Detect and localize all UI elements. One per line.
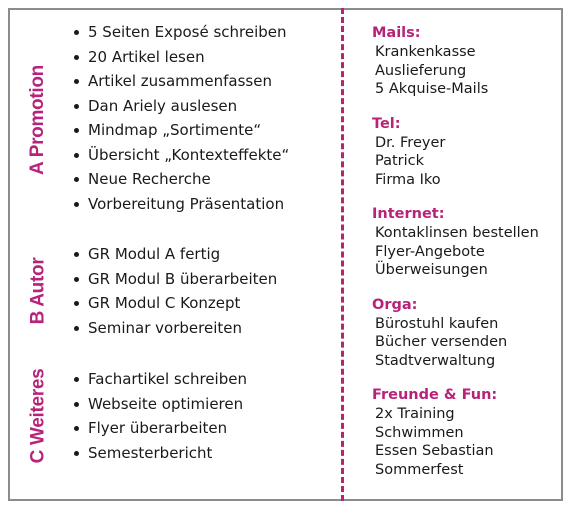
list-item: Übersicht „Kontexteffekte“ (74, 143, 289, 168)
group-title: Orga: (372, 296, 418, 313)
list-item: Mindmap „Sortimente“ (74, 118, 289, 143)
list-item: Bücher versenden (375, 334, 508, 350)
list-item: Essen Sebastian (375, 443, 494, 459)
group-freunde-fun (372, 386, 558, 479)
list-item: Sommerfest (375, 461, 464, 478)
list-item: Schwimmen (375, 424, 464, 441)
list-item: Patrick (375, 153, 425, 169)
list-item: Dan Ariely auslesen (74, 94, 289, 119)
list-item: Vorbereitung Präsentation (74, 192, 289, 217)
list-item: Firma Iko (375, 171, 441, 188)
list-item: Artikel zusammenfassen (74, 69, 289, 94)
list-item: 20 Artikel lesen (74, 45, 289, 70)
group-title: Mails: (372, 25, 421, 41)
task-list-weiteres (74, 367, 247, 465)
list-item: Krankenkasse (375, 44, 476, 60)
list-item: Auslieferung (375, 62, 467, 79)
list-item: Semesterbericht (74, 441, 247, 466)
task-list-promotion (74, 20, 289, 216)
category-label-weiteres: C Weiteres (27, 368, 49, 464)
group-title: Tel: (372, 115, 401, 132)
list-item: 5 Seiten Exposé schreiben (74, 20, 289, 45)
list-item: 2x Training (375, 406, 455, 422)
list-item: Flyer-Angebote (375, 243, 485, 260)
column-divider (341, 8, 344, 501)
group-mails (372, 24, 558, 99)
category-label-autor: B Autor (27, 257, 49, 325)
list-item: GR Modul C Konzept (74, 291, 277, 316)
list-item: GR Modul B überarbeiten (74, 267, 277, 292)
list-item: Bürostuhl kaufen (375, 315, 499, 332)
group-internet (372, 205, 558, 280)
group-orga (372, 296, 558, 371)
list-item: Seminar vorbereiten (74, 316, 277, 341)
category-label-promotion: A Promotion (27, 65, 48, 175)
list-item: Fachartikel schreiben (74, 367, 247, 392)
group-tel (372, 115, 558, 190)
group-title: Internet: (372, 206, 445, 222)
list-item: Dr. Freyer (375, 134, 446, 151)
list-item: Flyer überarbeiten (74, 416, 247, 441)
list-item: Stadtverwaltung (375, 352, 496, 369)
list-item: GR Modul A fertig (74, 242, 277, 267)
list-item: Neue Recherche (74, 167, 289, 192)
list-item: 5 Akquise-Mails (375, 81, 489, 97)
list-item: Kontaklinsen bestellen (375, 225, 539, 241)
list-item: Überweisungen (375, 262, 488, 278)
side-column (372, 24, 558, 495)
group-title: Freunde & Fun: (372, 387, 498, 403)
list-item: Webseite optimieren (74, 392, 247, 417)
task-list-autor (74, 242, 277, 340)
